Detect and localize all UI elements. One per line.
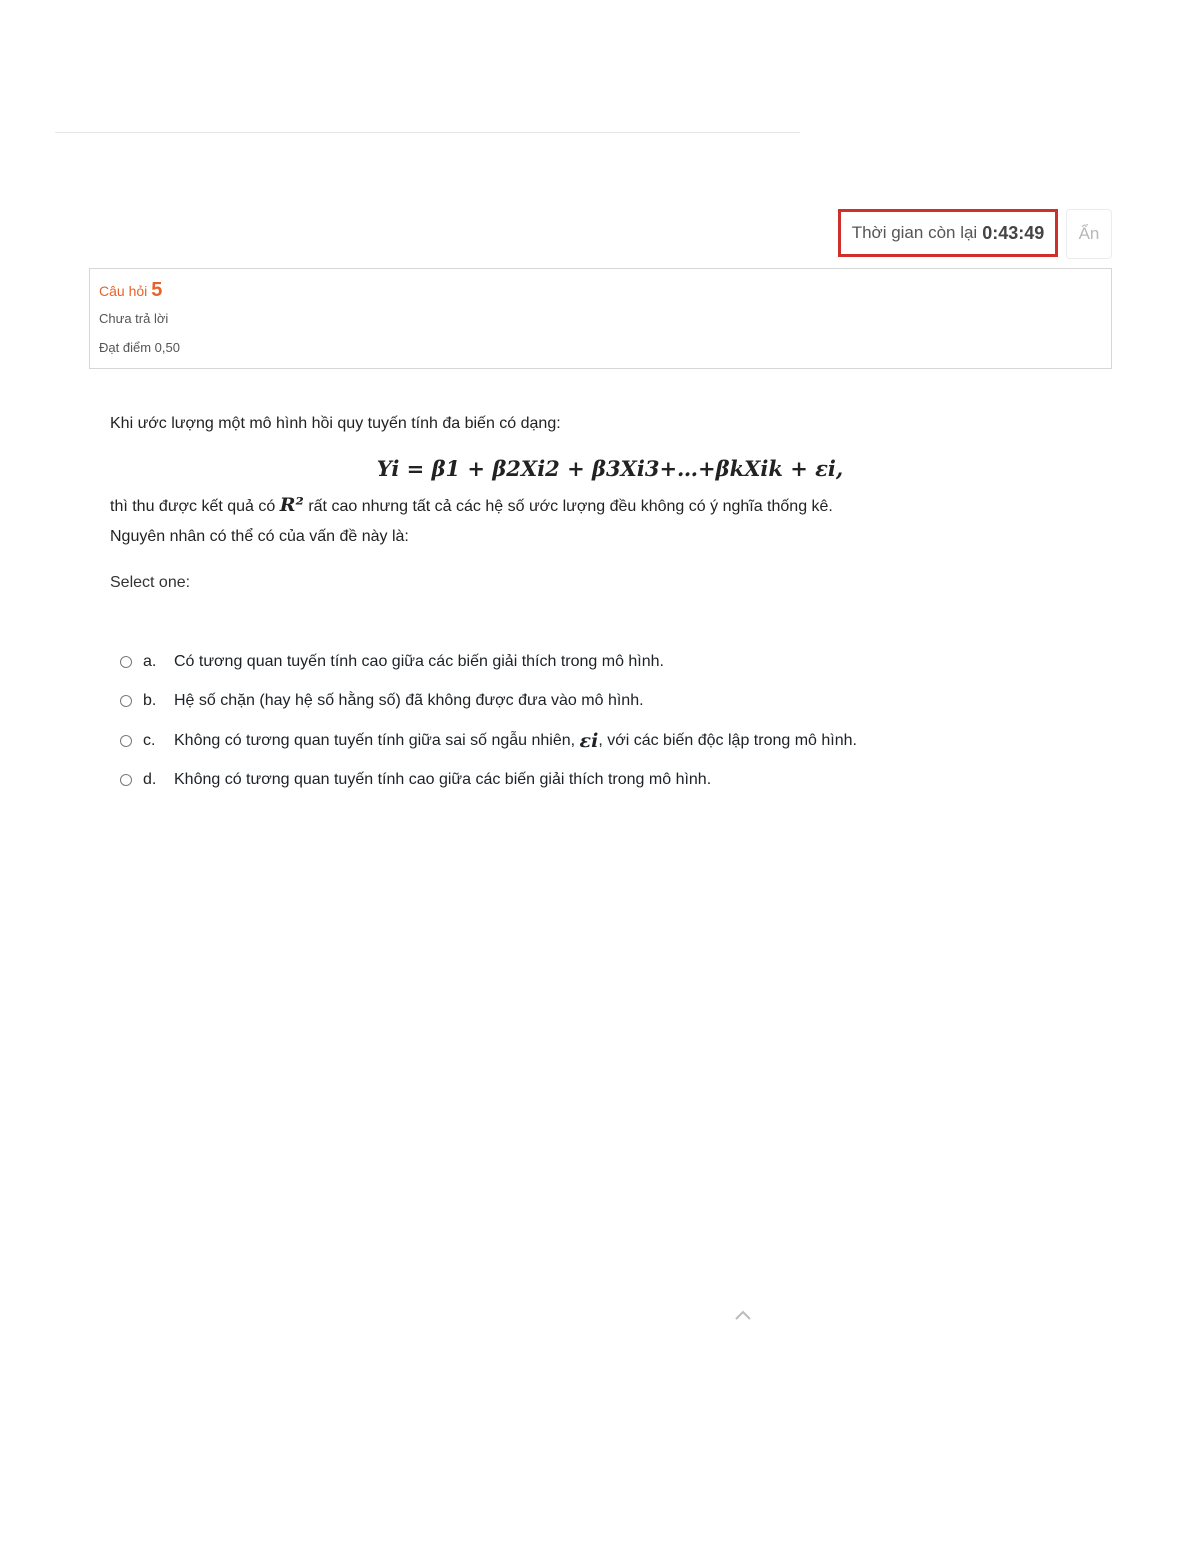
answer-letter: d.	[143, 771, 157, 789]
radio-icon[interactable]	[120, 774, 132, 786]
timer-label: Thời gian còn lại	[851, 223, 978, 242]
timer-value: 0:43:49	[982, 222, 1045, 243]
question-text	[110, 415, 1110, 592]
epsilon-symbol: εi	[579, 729, 599, 752]
question-number-label: Câu hỏi	[99, 283, 148, 299]
answer-letter: c.	[143, 731, 156, 749]
answer-option-a[interactable]	[120, 642, 1120, 682]
radio-icon[interactable]	[120, 735, 132, 747]
question-number	[99, 279, 1102, 301]
answer-option-b[interactable]	[120, 682, 1120, 722]
answer-text: Có tương quan tuyến tính cao giữa các biến giải thích trong mô hình.	[174, 652, 664, 670]
formula-text: Yi = β1 + β2Xi2 + β3Xi3+…+βkXik + εi,	[376, 456, 844, 481]
question-grade: Đạt điểm 0,50	[99, 340, 180, 355]
answer-letter: b.	[143, 692, 157, 710]
answer-text-before: Không có tương quan tuyến tính giữa sai số ngẫu nhiên,	[174, 731, 576, 749]
chevron-up-icon-svg	[734, 1308, 752, 1322]
select-one-prompt: Select one:	[110, 574, 191, 591]
radio-icon[interactable]	[120, 656, 132, 668]
question-number-value: 5	[151, 279, 163, 301]
quiz-timer	[838, 209, 1058, 257]
answer-option-d[interactable]	[120, 761, 1120, 801]
answer-text: Không có tương quan tuyến tính cao giữa các biến giải thích trong mô hình.	[174, 771, 712, 789]
question-intro: Khi ước lượng một mô hình hồi quy tuyến tính đa biến có dạng:	[110, 415, 561, 432]
question-state: Chưa trả lời	[99, 311, 169, 326]
result-text-after: rất cao nhưng tất cả các hệ số ước lượng đều không có ý nghĩa thống kê.	[308, 498, 833, 515]
regression-formula	[110, 456, 1110, 486]
answer-text: Hệ số chặn (hay hệ số hằng số) đã không được đưa vào mô hình.	[174, 692, 644, 710]
answer-letter: a.	[143, 652, 157, 670]
hide-timer-button[interactable]: Ẩn	[1066, 209, 1112, 259]
answer-option-c[interactable]	[120, 721, 1120, 761]
answer-options	[120, 642, 1120, 800]
question-info-panel	[89, 268, 1112, 369]
question-cause: Nguyên nhân có thể có của vấn đề này là:	[110, 528, 409, 545]
radio-icon[interactable]	[120, 695, 132, 707]
top-divider	[55, 132, 800, 133]
chevron-up-icon[interactable]	[734, 1308, 752, 1322]
result-text-before: thì thu được kết quả có	[110, 498, 276, 515]
answer-text-after: , với các biến độc lập trong mô hình.	[598, 731, 857, 749]
question-result	[110, 494, 1110, 520]
r-squared-symbol: R²	[279, 494, 304, 516]
